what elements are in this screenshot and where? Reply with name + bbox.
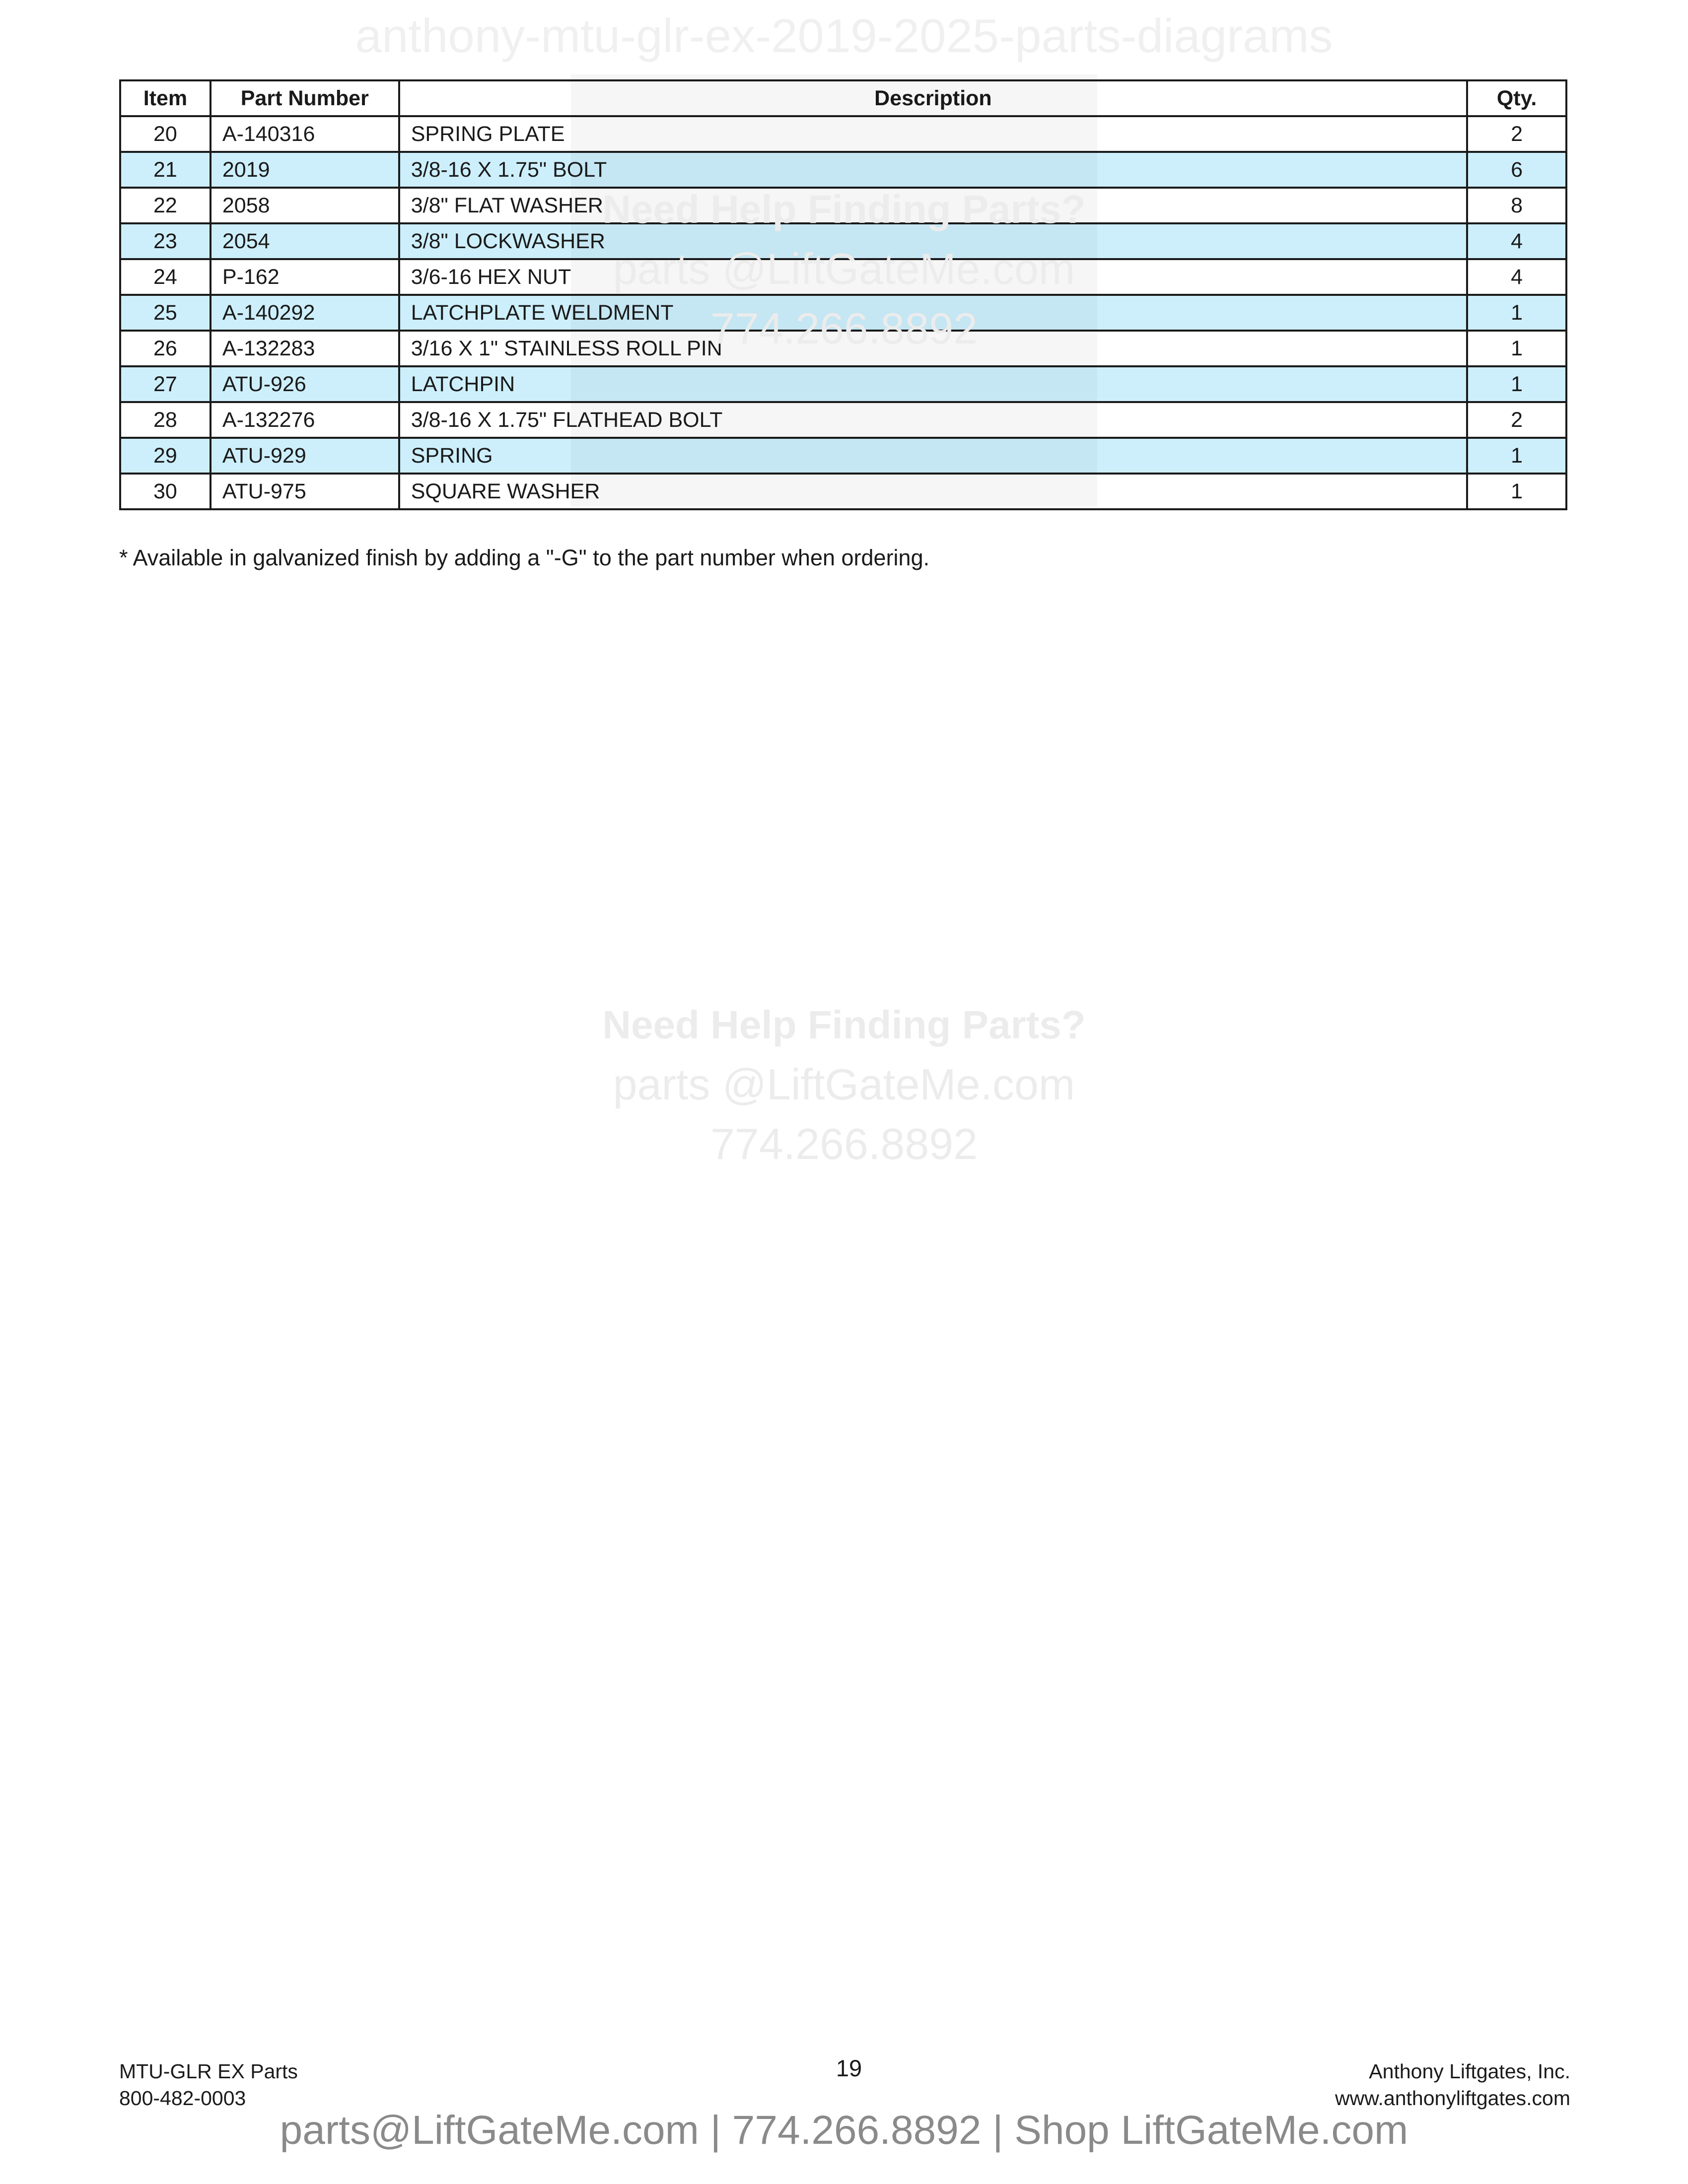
cell-item: 26: [120, 331, 211, 366]
help-watermark-center: [0, 995, 1688, 1174]
cell-part-number: P-162: [211, 259, 399, 295]
table-row: [120, 116, 1566, 152]
cell-qty: 2: [1467, 116, 1566, 152]
cell-description: 3/16 X 1" STAINLESS ROLL PIN: [399, 331, 1467, 366]
table-row: [120, 223, 1566, 259]
help-watermark-email: parts @LiftGateMe.com: [613, 1060, 1075, 1109]
cell-part-number: A-140316: [211, 116, 399, 152]
cell-qty: 1: [1467, 331, 1566, 366]
cell-description: 3/8" LOCKWASHER: [399, 223, 1467, 259]
parts-table: [119, 79, 1567, 510]
parts-table-header-row: [120, 80, 1566, 116]
cell-qty: 1: [1467, 474, 1566, 509]
cell-item: 23: [120, 223, 211, 259]
top-watermark-text: anthony-mtu-glr-ex-2019-2025-parts-diagrams: [355, 9, 1333, 63]
help-watermark-phone: 774.266.8892: [710, 1119, 978, 1168]
help-watermark-phone: 774.266.8892: [710, 304, 978, 353]
footer-company: Anthony Liftgates, Inc.: [1369, 2060, 1570, 2083]
cell-description: 3/8" FLAT WASHER: [399, 188, 1467, 223]
header-item: Item: [120, 80, 211, 116]
cell-part-number: 2058: [211, 188, 399, 223]
table-row: [120, 152, 1566, 188]
cell-description: 3/8-16 X 1.75" FLATHEAD BOLT: [399, 402, 1467, 438]
table-row: [120, 438, 1566, 474]
table-row: [120, 331, 1566, 366]
cell-item: 24: [120, 259, 211, 295]
cell-description: 3/6-16 HEX NUT: [399, 259, 1467, 295]
table-row: [120, 474, 1566, 509]
cell-description: SPRING: [399, 438, 1467, 474]
cell-qty: 6: [1467, 152, 1566, 188]
help-watermark-email: parts @LiftGateMe.com: [613, 244, 1075, 293]
cell-qty: 4: [1467, 223, 1566, 259]
header-description: Description: [399, 80, 1467, 116]
header-part-number: Part Number: [211, 80, 399, 116]
cell-item: 21: [120, 152, 211, 188]
header-qty: Qty.: [1467, 80, 1566, 116]
galvanized-footnote: * Available in galvanized finish by adding a "-G" to the part number when ordering.: [119, 545, 930, 570]
cell-part-number: ATU-975: [211, 474, 399, 509]
page-number: 19: [836, 2055, 862, 2081]
cell-description: SPRING PLATE: [399, 116, 1467, 152]
cell-description: SQUARE WASHER: [399, 474, 1467, 509]
cell-qty: 8: [1467, 188, 1566, 223]
footer-website-link[interactable]: www.anthonyliftgates.com: [1335, 2087, 1570, 2110]
help-watermark-title: Need Help Finding Parts?: [602, 1003, 1086, 1047]
table-row: [120, 366, 1566, 402]
cell-qty: 1: [1467, 366, 1566, 402]
help-watermark-title: Need Help Finding Parts?: [602, 187, 1086, 231]
cell-part-number: A-132283: [211, 331, 399, 366]
footer-right: [1335, 2058, 1570, 2112]
footer-doc-title: MTU-GLR EX Parts: [119, 2060, 298, 2083]
cell-item: 27: [120, 366, 211, 402]
cell-part-number: A-140292: [211, 295, 399, 331]
cell-qty: 1: [1467, 438, 1566, 474]
cell-item: 29: [120, 438, 211, 474]
cell-item: 30: [120, 474, 211, 509]
footer-left: [119, 2058, 298, 2112]
cell-qty: 1: [1467, 295, 1566, 331]
cell-description: LATCHPIN: [399, 366, 1467, 402]
cell-part-number: ATU-926: [211, 366, 399, 402]
cell-description: 3/8-16 X 1.75" BOLT: [399, 152, 1467, 188]
cell-item: 28: [120, 402, 211, 438]
table-row: [120, 295, 1566, 331]
footer-phone: 800-482-0003: [119, 2087, 246, 2110]
cell-part-number: 2054: [211, 223, 399, 259]
table-row: [120, 188, 1566, 223]
cell-part-number: ATU-929: [211, 438, 399, 474]
cell-item: 25: [120, 295, 211, 331]
table-row: [120, 259, 1566, 295]
cell-part-number: 2019: [211, 152, 399, 188]
cell-item: 22: [120, 188, 211, 223]
cell-qty: 2: [1467, 402, 1566, 438]
cell-part-number: A-132276: [211, 402, 399, 438]
cell-item: 20: [120, 116, 211, 152]
footer-contact-banner: parts@LiftGateMe.com | 774.266.8892 | Shop LiftGateMe.com: [280, 2108, 1408, 2153]
cell-description: LATCHPLATE WELDMENT: [399, 295, 1467, 331]
table-row: [120, 402, 1566, 438]
cell-qty: 4: [1467, 259, 1566, 295]
